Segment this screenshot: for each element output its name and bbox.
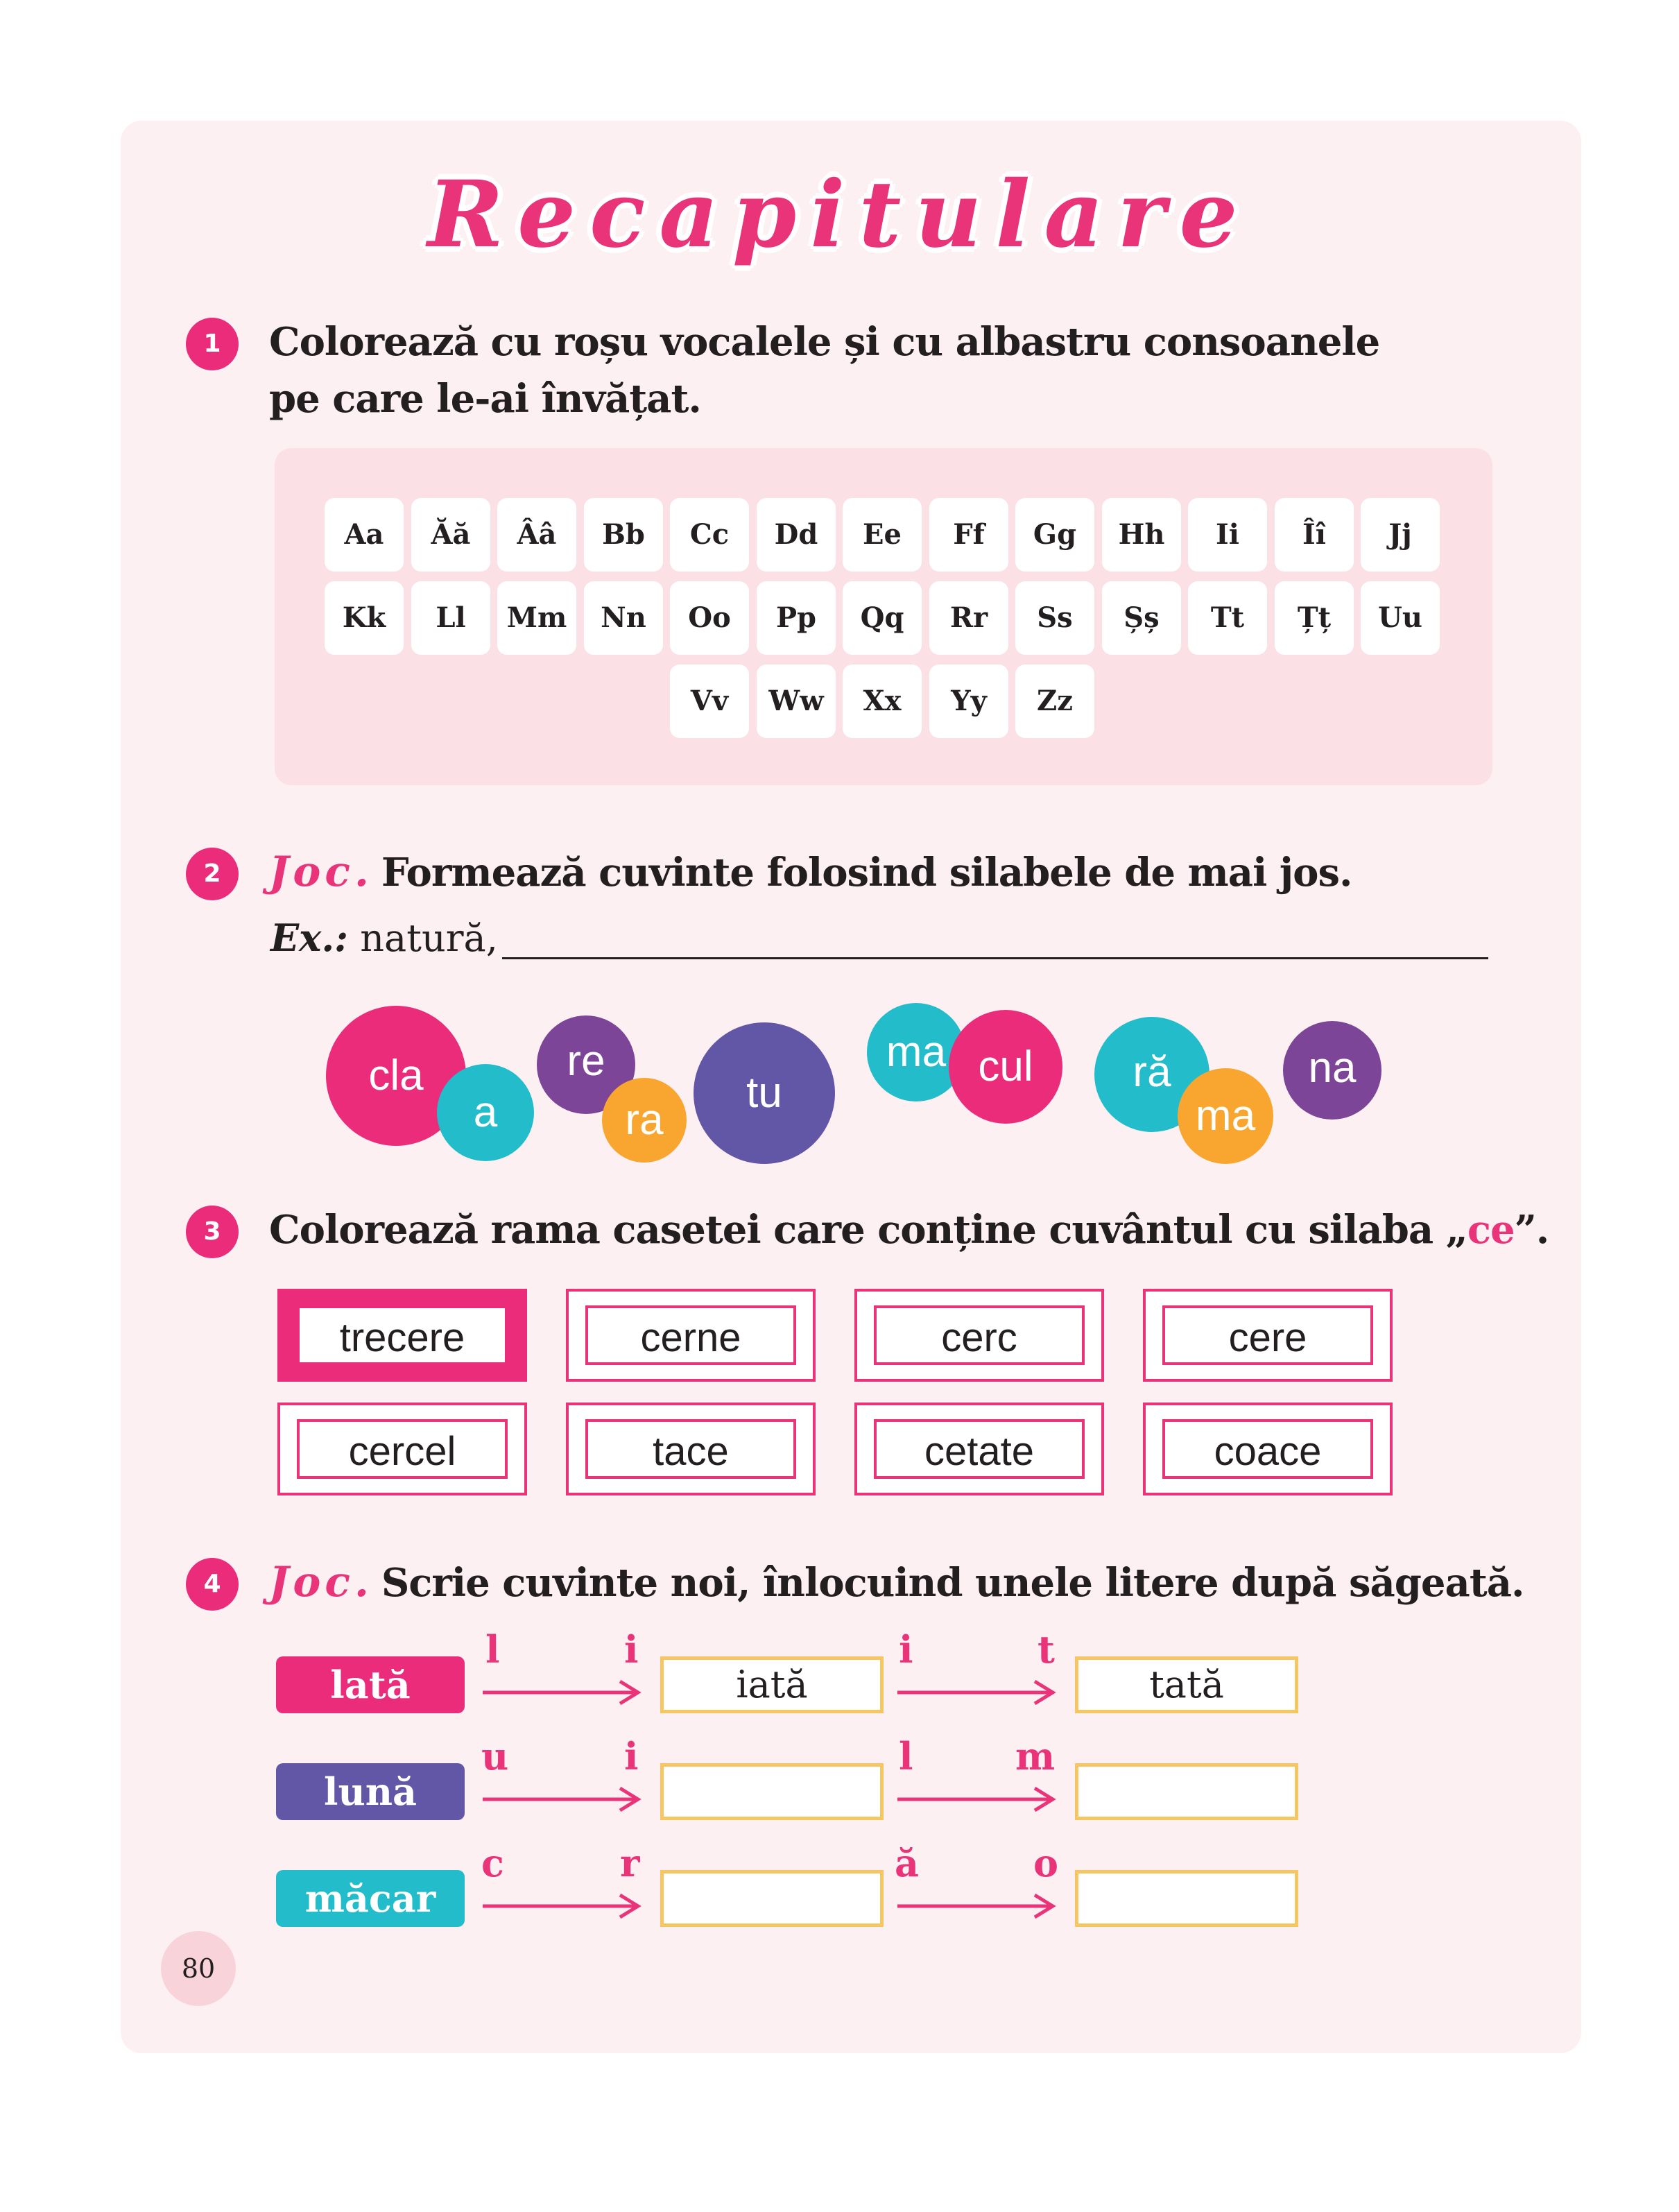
right-arrow-icon: [896, 1892, 1057, 1920]
replace-to: m: [1015, 1734, 1056, 1778]
right-arrow-icon: [896, 1785, 1057, 1813]
letter-tile[interactable]: Jj: [1361, 498, 1440, 572]
example-value: natură,: [360, 916, 498, 960]
exercise-2-text: Formează cuvinte folosind silabele de mai jos.: [381, 850, 1352, 895]
letter-tile[interactable]: Uu: [1361, 581, 1440, 655]
letter-tile[interactable]: Qq: [843, 581, 922, 655]
answer-box[interactable]: [1075, 1763, 1298, 1820]
letter-tile[interactable]: Ee: [843, 498, 922, 572]
word-text: tace: [585, 1419, 796, 1479]
replace-to: o: [1033, 1841, 1059, 1885]
word-box[interactable]: [277, 1403, 527, 1495]
answer-line[interactable]: [502, 957, 1488, 959]
quote-close: ”.: [1514, 1207, 1549, 1253]
exercise-4-text: Scrie cuvinte noi, înlocuind unele litere după săgeată.: [381, 1560, 1524, 1606]
letter-tile[interactable]: Dd: [757, 498, 836, 572]
exercise-1-number: 1: [186, 318, 239, 370]
replace-to: i: [624, 1627, 639, 1672]
replace-from: i: [899, 1627, 913, 1672]
exercise-4-number: 4: [186, 1558, 239, 1611]
letter-tile[interactable]: Ii: [1188, 498, 1267, 572]
exercise-1-line-1: Colorează cu roșu vocalele și cu albastru consoanele: [269, 319, 1380, 365]
word-text: cetate: [874, 1419, 1085, 1479]
page-number: 80: [161, 1931, 236, 2006]
example-row: [270, 916, 498, 960]
right-arrow-icon: [481, 1892, 642, 1920]
replace-from: ă: [895, 1841, 919, 1885]
letter-tile[interactable]: Tt: [1188, 581, 1267, 655]
word-box[interactable]: [566, 1403, 816, 1495]
letter-tile[interactable]: Îî: [1275, 498, 1354, 572]
exercise-3-text: Colorează rama casetei care conține cuvântul cu silaba: [269, 1207, 1446, 1253]
replace-from: l: [485, 1627, 500, 1672]
joc-label-2: Joc.: [269, 848, 373, 896]
letter-tile[interactable]: Bb: [584, 498, 663, 572]
syllable-bubble: a: [437, 1064, 534, 1161]
letter-tile[interactable]: Ww: [757, 665, 836, 738]
example-label: Ex.:: [270, 916, 349, 960]
syllable-bubble: re: [537, 1015, 635, 1114]
letter-tile[interactable]: Șș: [1102, 581, 1181, 655]
replace-from: c: [481, 1841, 504, 1885]
letter-tile[interactable]: Aa: [325, 498, 404, 572]
word-text: cere: [1162, 1305, 1373, 1365]
answer-box[interactable]: iată: [660, 1656, 884, 1713]
letter-tile[interactable]: Hh: [1102, 498, 1181, 572]
letter-tile[interactable]: Ăă: [411, 498, 490, 572]
answer-box[interactable]: [660, 1763, 884, 1820]
letter-tile[interactable]: Vv: [670, 665, 749, 738]
word-box[interactable]: [566, 1289, 816, 1382]
answer-box[interactable]: [1075, 1870, 1298, 1927]
start-word: măcar: [276, 1870, 465, 1927]
joc-label-4: Joc.: [269, 1558, 373, 1606]
word-text: cerc: [874, 1305, 1085, 1365]
letter-tile[interactable]: Ââ: [497, 498, 576, 572]
exercise-3-number: 3: [186, 1206, 239, 1258]
word-box[interactable]: [1143, 1403, 1393, 1495]
letter-tile[interactable]: Cc: [670, 498, 749, 572]
letter-tile[interactable]: Nn: [584, 581, 663, 655]
letter-tile[interactable]: Rr: [929, 581, 1008, 655]
word-box[interactable]: [1143, 1289, 1393, 1382]
right-arrow-icon: [896, 1679, 1057, 1706]
syllable-bubble: ma: [1178, 1068, 1273, 1164]
exercise-2-number: 2: [186, 848, 239, 900]
letter-tile[interactable]: Kk: [325, 581, 404, 655]
letter-tile[interactable]: Ll: [411, 581, 490, 655]
letter-tile[interactable]: Oo: [670, 581, 749, 655]
syllable-bubble: na: [1283, 1021, 1381, 1120]
exercise-1-instruction: [269, 314, 1379, 427]
replace-to: t: [1037, 1627, 1055, 1672]
answer-box[interactable]: [660, 1870, 884, 1927]
right-arrow-icon: [481, 1679, 642, 1706]
replace-from: l: [899, 1734, 913, 1778]
word-text: coace: [1162, 1419, 1373, 1479]
letter-tile[interactable]: Ss: [1015, 581, 1094, 655]
word-text: trecere: [297, 1305, 508, 1365]
letter-tile[interactable]: Yy: [929, 665, 1008, 738]
page-title: Recapitulare: [427, 161, 1252, 268]
right-arrow-icon: [481, 1785, 642, 1813]
exercise-1-line-2: pe care le-ai învățat.: [269, 376, 701, 422]
letter-tile[interactable]: Ff: [929, 498, 1008, 572]
quote-open: „: [1445, 1207, 1467, 1253]
word-box[interactable]: [854, 1289, 1104, 1382]
replace-to: r: [620, 1841, 640, 1885]
syllable-bubble: tu: [694, 1022, 835, 1164]
start-word: lună: [276, 1763, 465, 1820]
exercise-4-instruction: [269, 1554, 1524, 1611]
exercise-2-instruction: [269, 843, 1352, 901]
letter-tile[interactable]: Pp: [757, 581, 836, 655]
letter-tile[interactable]: Zz: [1015, 665, 1094, 738]
word-box[interactable]: [277, 1289, 527, 1382]
letter-tile[interactable]: Gg: [1015, 498, 1094, 572]
syllable-bubble: ma: [867, 1003, 965, 1101]
syllable-bubble: cul: [949, 1010, 1062, 1124]
syllable-bubble: ră: [1094, 1017, 1209, 1132]
word-text: cerne: [585, 1305, 796, 1365]
start-word: lată: [276, 1656, 465, 1713]
word-text: cercel: [297, 1419, 508, 1479]
replace-to: i: [624, 1734, 639, 1778]
letter-tile[interactable]: Țț: [1275, 581, 1354, 655]
word-box[interactable]: [854, 1403, 1104, 1495]
answer-box[interactable]: tată: [1075, 1656, 1298, 1713]
syllable-bubble: cla: [326, 1006, 466, 1146]
target-syllable: ce: [1467, 1207, 1515, 1253]
replace-from: u: [481, 1734, 509, 1778]
letter-tile[interactable]: Mm: [497, 581, 576, 655]
exercise-3-instruction: [269, 1201, 1549, 1258]
syllable-bubble: ra: [602, 1078, 687, 1163]
letter-tile[interactable]: Xx: [843, 665, 922, 738]
